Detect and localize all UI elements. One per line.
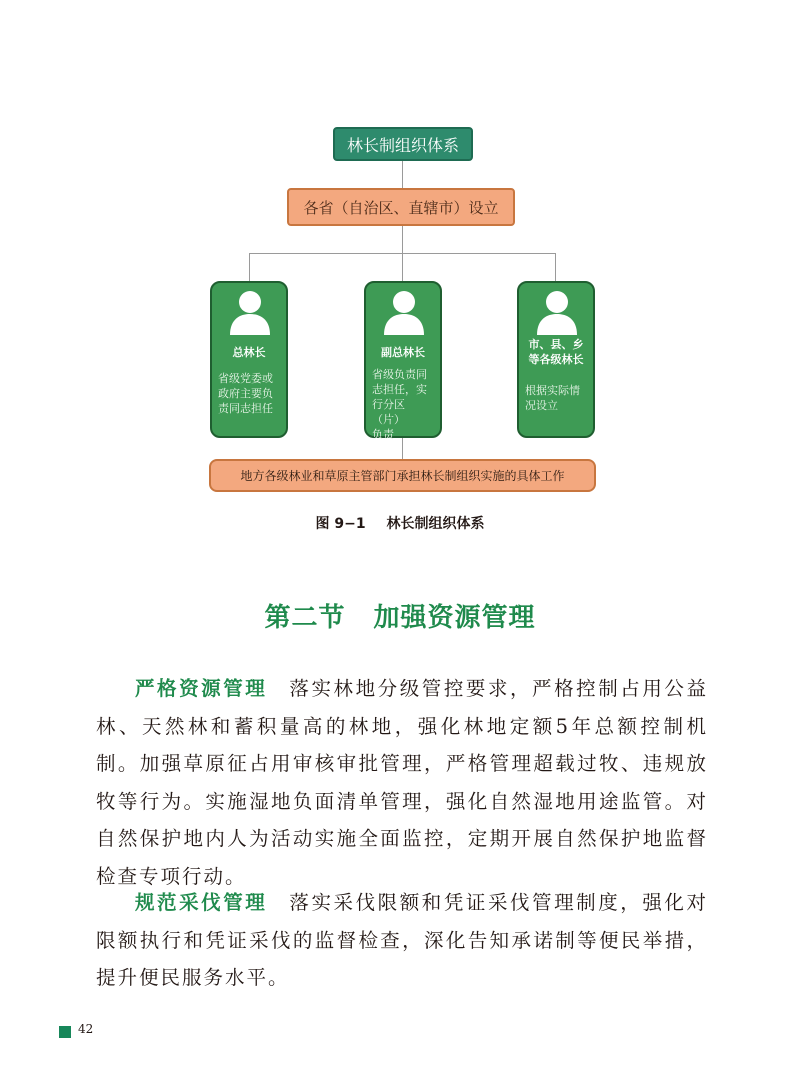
connector-right: [555, 253, 556, 281]
province-node: 各省（自治区、直辖市）设立: [287, 188, 515, 226]
card-desc: 根据实际情 况设立: [525, 384, 580, 412]
implementation-node: 地方各级林业和草原主管部门承担林长制组织实施的具体工作: [209, 459, 596, 492]
org-chart: [0, 0, 800, 500]
person-icon: [535, 289, 579, 335]
section-number: 第二节: [264, 603, 346, 633]
connector-prov-down: [402, 226, 403, 254]
figure-title: 林长制组织体系: [386, 516, 485, 532]
connector-left: [249, 253, 250, 281]
person-icon: [228, 289, 272, 335]
paragraph: [96, 884, 708, 997]
paragraph-text: 落实林地分级管控要求，严格控制占用公益林、天然林和蓄积量高的林地，强化林地定额5年总额控制机制。加强草原征占用审核审批管理，严格管理超载过牧、违规放牧等行为。实施湿地负面清单管理，强化自然湿地用途监管。对自然保护地内人为活动实施全面监控，定期开展自然保护地监督检查专项行动。: [96, 677, 708, 888]
person-icon: [382, 289, 426, 335]
footer-square-marker: [59, 1026, 71, 1038]
connector-mid: [402, 253, 403, 281]
section-title: 加强资源管理: [373, 603, 536, 633]
paragraph: [96, 670, 708, 895]
figure-caption: [0, 513, 800, 533]
card-desc: 省级负责同 志担任，实 行分区（片） 负责: [372, 368, 427, 441]
section-heading: [0, 597, 800, 634]
card-desc: 省级党委或 政府主要负 责同志担任: [218, 372, 273, 415]
local-chiefs-card: [517, 281, 595, 438]
paragraph-lead: 严格资源管理: [135, 677, 268, 700]
figure-number: 图 9−1: [315, 516, 366, 532]
page-number: 42: [78, 1022, 94, 1036]
card-role: 市、县、乡 等各级林长: [528, 338, 584, 366]
paragraph-lead: 规范采伐管理: [135, 891, 268, 914]
card-role: 副总林长: [381, 346, 425, 359]
chief-forest-chief-card: [210, 281, 288, 438]
org-system-title-node: 林长制组织体系: [333, 127, 473, 161]
deputy-chief-card: [364, 281, 442, 441]
card-role: 总林长: [232, 346, 266, 359]
paragraph-text: 落实采伐限额和凭证采伐管理制度，强化对限额执行和凭证采伐的监督检查，深化告知承诺制等便民举措，提升便民服务水平。: [96, 891, 708, 989]
connector-top: [402, 161, 403, 188]
